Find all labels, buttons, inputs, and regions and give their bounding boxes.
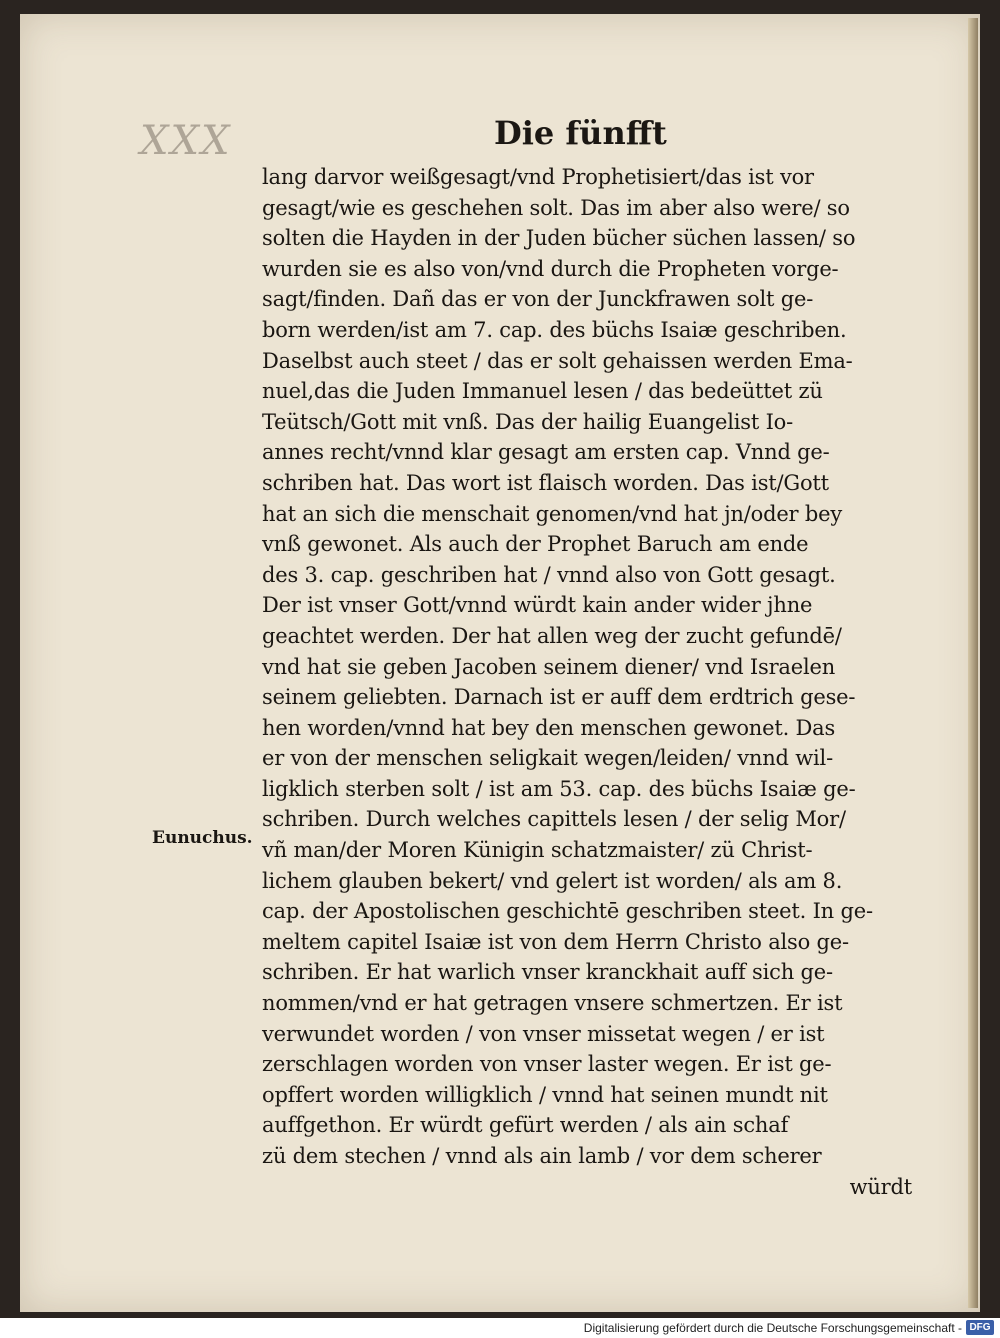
text-line: schriben. Er hat warlich vnser kranckhait auff sich ge-: [262, 960, 833, 985]
text-line: zü dem stechen / vnnd als ain lamb / vor dem scherer: [262, 1144, 822, 1168]
text-line: des 3. cap. geschriben hat / vnnd also von Gott gesagt.: [262, 562, 836, 587]
text-line: lichem glauben bekert/ vnd gelert ist worden/ als am 8.: [262, 868, 843, 893]
bleed-through-folio: XXX: [140, 118, 232, 164]
text-line: seinem geliebten. Darnach ist er auff dem erdtrich gese-: [262, 685, 856, 710]
text-line: annes recht/vnnd klar gesagt am ersten cap. Vnnd ge-: [262, 440, 830, 465]
text-line: opffert worden willigklich / vnnd hat seinen mundt nit: [262, 1082, 828, 1107]
text-line: vñ man/der Moren Künigin schatzmaister/ zü Christ-: [262, 838, 813, 863]
text-line: Der ist vnser Gott/vnnd würdt kain ander wider jhne: [262, 593, 813, 618]
text-line: verwundet worden / von vnser missetat wegen / er ist: [262, 1021, 825, 1046]
text-line: hen worden/vnnd hat bey den menschen gewonet. Das: [262, 715, 836, 740]
text-line: schriben hat. Das wort ist flaisch worden. Das ist/Gott: [262, 470, 829, 495]
text-line: geachtet werden. Der hat allen weg der zucht gefundē/: [262, 623, 842, 648]
text-line: hat an sich die menschait genomen/vnd hat jn/oder bey: [262, 501, 842, 526]
text-line: Teütsch/Gott mit vnß. Das der hailig Euangelist Io-: [262, 409, 794, 434]
text-line: meltem capitel Isaiæ ist von dem Herrn Christo also ge-: [262, 929, 849, 954]
text-line: auffgethon. Er würdt gefürt werden / als ain schaf: [262, 1113, 789, 1138]
dfg-logo-icon: DFG: [966, 1320, 994, 1335]
text-line: ligklich sterben solt / ist am 53. cap. des büchs Isaiæ ge-: [262, 776, 856, 801]
text-line: Daselbst auch steet / das er solt gehaissen werden Ema-: [262, 348, 853, 373]
body-text: [262, 162, 912, 1202]
text-line: sagt/finden. Dañ das er von der Junckfrawen solt ge-: [262, 287, 814, 312]
text-line: lang darvor weißgesagt/vnd Prophetisiert/das ist vor: [262, 165, 814, 189]
text-line: gesagt/wie es geschehen solt. Das im aber also were/ so: [262, 195, 850, 220]
catchword: würdt: [849, 1174, 912, 1199]
text-line: nommen/vnd er hat getragen vnsere schmertzen. Er ist: [262, 991, 843, 1016]
footer-credit: Digitalisierung gefördert durch die Deutsche Forschungsgemeinschaft -: [583, 1321, 962, 1335]
marginal-note: Eunuchus.: [152, 828, 253, 848]
text-line: nuel,das die Juden Immanuel lesen / das bedeüttet zü: [262, 379, 823, 404]
text-line: solten die Hayden in der Juden bücher süchen lassen/ so: [262, 226, 856, 251]
page-edge: [968, 18, 978, 1308]
text-line: born werden/ist am 7. cap. des büchs Isaiæ geschriben.: [262, 317, 847, 342]
text-line: wurden sie es also von/vnd durch die Propheten vorge-: [262, 256, 839, 281]
text-line: cap. der Apostolischen geschichtē geschriben steet. In ge-: [262, 899, 873, 924]
text-line: vnd hat sie geben Jacoben seinem diener/ vnd Israelen: [262, 654, 836, 679]
running-head: Die fünfft: [494, 114, 667, 152]
text-line: er von der menschen seligkait wegen/leiden/ vnnd wil-: [262, 746, 833, 771]
text-line: schriben. Durch welches capittels lesen / der selig Mor/: [262, 807, 846, 832]
text-line: vnß gewonet. Als auch der Prophet Baruch am ende: [262, 532, 809, 557]
text-line: zerschlagen worden von vnser laster wegen. Er ist ge-: [262, 1052, 832, 1077]
footer-bar: [0, 1318, 1000, 1338]
